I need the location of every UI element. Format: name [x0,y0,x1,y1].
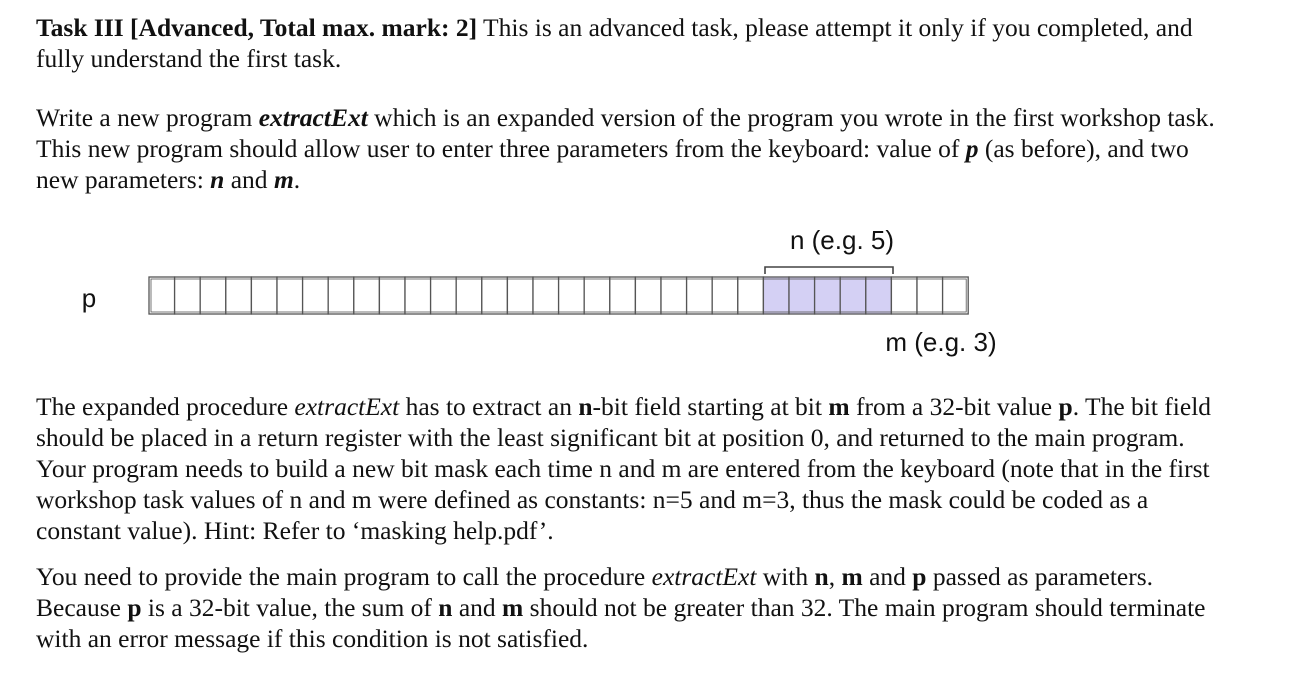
procedure-line-3: Your program needs to build a new bit mask each time n and m are entered from the keyboard (note that in the first [36,454,1210,483]
bit-cell [738,277,764,314]
bit-cell-selected [763,277,789,314]
bit-cell [200,277,226,314]
bit-cell-selected [840,277,866,314]
param-p: p [965,134,979,163]
bit-cell [175,277,201,314]
task-intro-paragraph [36,12,1304,74]
main-program-line-2: Because p is a 32-bit value, the sum of n and m should not be greater than 32. The main program should terminate [36,593,1206,622]
bit-register [149,277,968,314]
task-intro-line-2: fully understand the first task. [36,44,342,73]
program-description-line-2: This new program should allow user to enter three parameters from the keyboard: value of p (as before), and two [36,134,1189,163]
bit-cell [917,277,943,314]
procedure-name: extractExt [294,392,400,421]
bit-cell [482,277,508,314]
program-description-line-3: new parameters: n and m. [36,165,301,194]
bit-cell [712,277,738,314]
bit-cell [456,277,482,314]
bit-cell [687,277,713,314]
diagram-m-label: m (e.g. 3) [885,327,997,357]
procedure-description-paragraph [36,391,1304,546]
bit-cell [354,277,380,314]
diagram-n-label: n (e.g. 5) [789,225,895,255]
n-field-bracket [765,267,893,274]
bit-cell-selected [866,277,892,314]
param-m: m [273,165,294,194]
bit-cell-selected [789,277,815,314]
diagram-p-label: p [81,283,97,313]
bit-cell-selected [815,277,841,314]
main-program-line-3: with an error message if this condition is not satisfied. [36,624,589,653]
task-heading: Task III [Advanced, Total max. mark: 2] [36,13,478,42]
bit-cell [891,277,917,314]
param-n: n [210,165,225,194]
procedure-line-2: should be placed in a return register with the least significant bit at position 0, and returned to the main program. [36,423,1185,452]
bit-cell [507,277,533,314]
program-name: extractExt [258,103,368,132]
bit-cell [943,277,969,314]
bit-cell [303,277,329,314]
bit-cell [610,277,636,314]
bit-cell [584,277,610,314]
bit-cell [635,277,661,314]
bit-cell [251,277,277,314]
bit-cell [277,277,303,314]
program-description-line-1: Write a new program extractExt which is an expanded version of the program you wrote in the first workshop task. [36,103,1215,132]
bit-cell [405,277,431,314]
bit-cell [533,277,559,314]
procedure-line-1: The expanded procedure extractExt has to extract an n-bit field starting at bit m from a 32-bit value p. The bit field [36,392,1212,421]
bit-cell [328,277,354,314]
procedure-line-4: workshop task values of n and m were defined as constants: n=5 and m=3, thus the mask could be coded as a [36,485,1149,514]
bit-cell [379,277,405,314]
procedure-name: extractExt [651,562,757,591]
main-program-paragraph [36,561,1304,654]
bit-cell [149,277,175,314]
task-intro-line-1: Task III [Advanced, Total max. mark: 2] This is an advanced task, please attempt it only if you completed, and [36,13,1193,42]
procedure-line-5: constant value). Hint: Refer to ‘masking help.pdf’. [36,516,554,545]
bit-cell [431,277,457,314]
bit-cell [661,277,687,314]
bit-cell [559,277,585,314]
bit-register-inner-border [151,279,966,312]
program-description-paragraph [36,102,1304,195]
main-program-line-1: You need to provide the main program to call the procedure extractExt with n, m and p passed as parameters. [36,562,1154,591]
bit-cell [226,277,252,314]
